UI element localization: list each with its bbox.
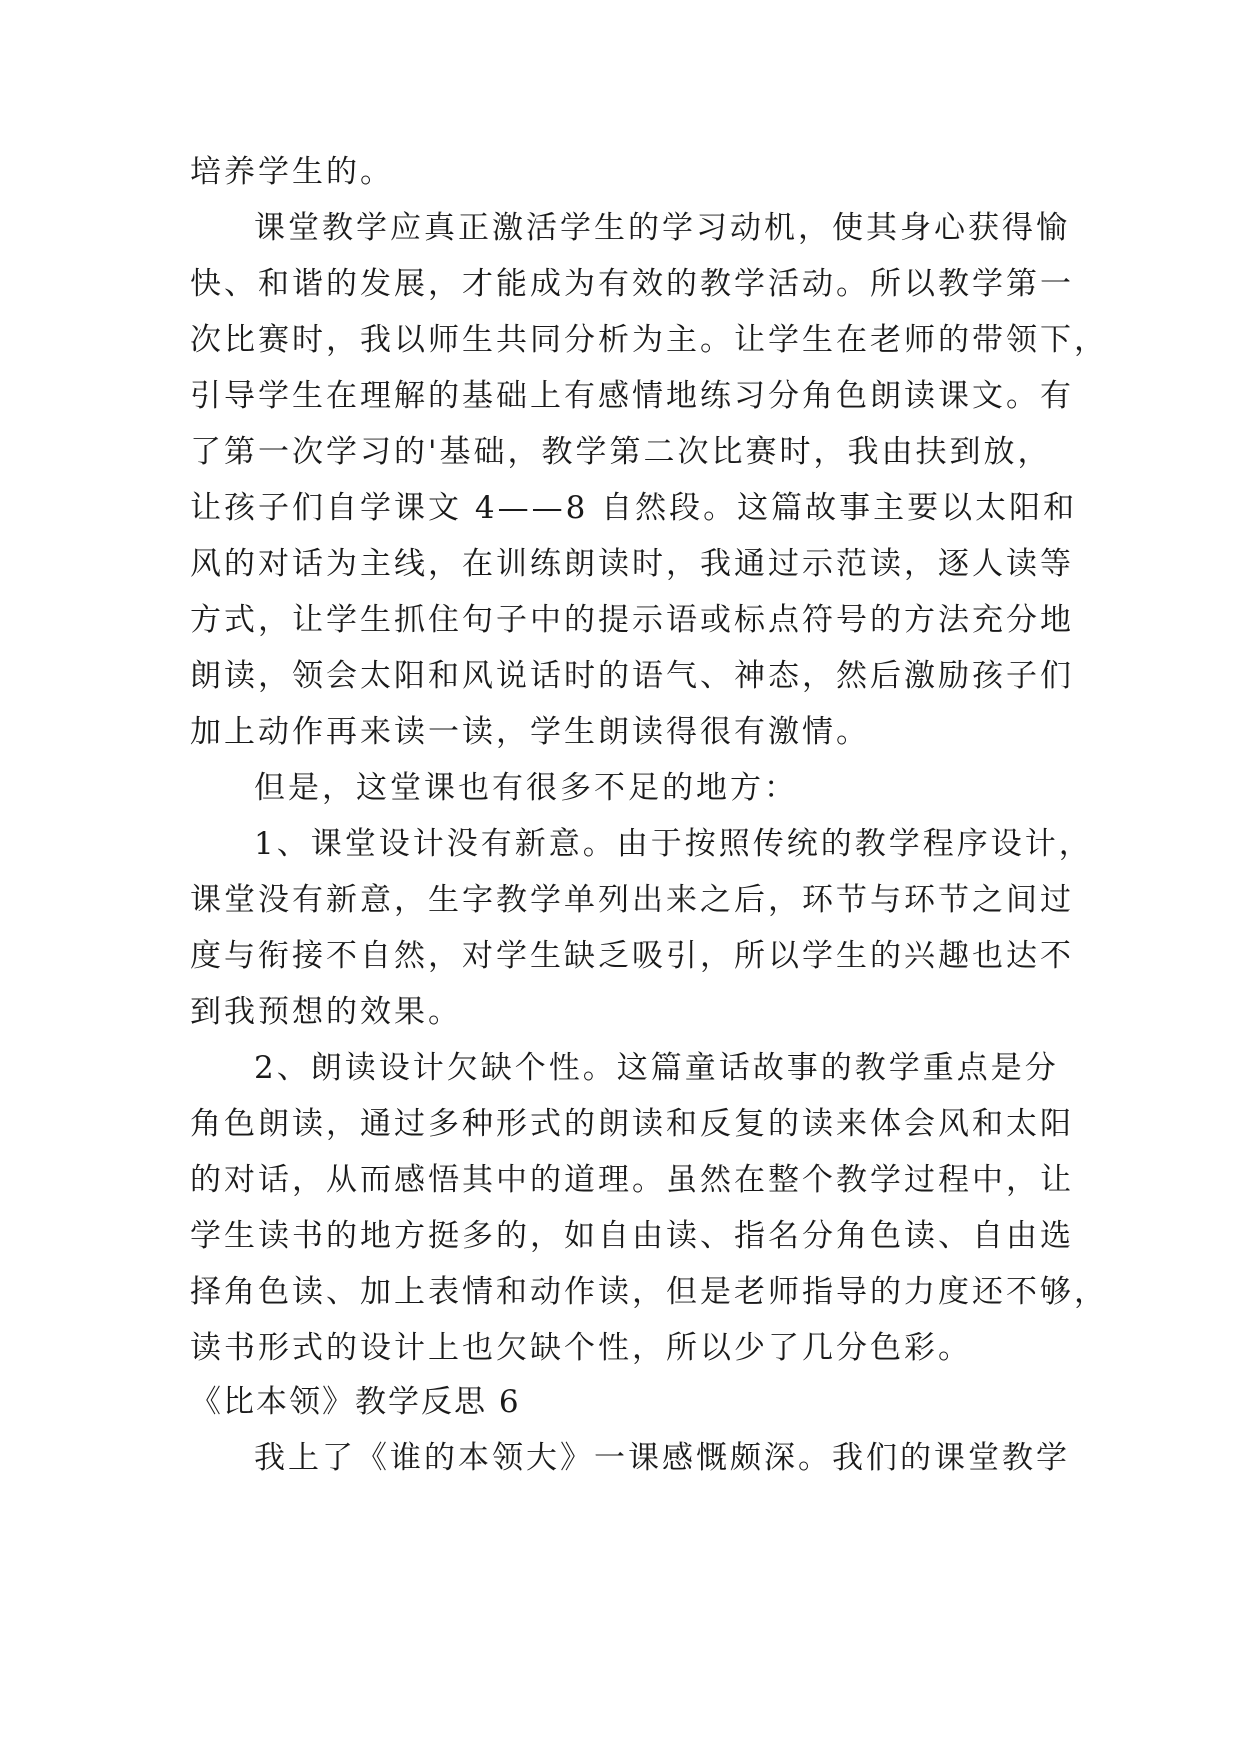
- paragraph-line: 让孩子们自学课文 4——8 自然段。这篇故事主要以太阳和: [190, 490, 1078, 526]
- paragraph-line: 择角色读、加上表情和动作读，但是老师指导的力度还不够，: [190, 1274, 1108, 1310]
- paragraph-line: 学生读书的地方挺多的，如自由读、指名分角色读、自由选: [190, 1218, 1074, 1254]
- paragraph-line: 引导学生在理解的基础上有感情地练习分角色朗读课文。有: [190, 378, 1074, 414]
- paragraph-line: 课堂教学应真正激活学生的学习动机，使其身心获得愉: [254, 210, 1070, 246]
- paragraph-line: 课堂没有新意，生字教学单列出来之后，环节与环节之间过: [190, 882, 1074, 918]
- paragraph-line: 朗读，领会太阳和风说话时的语气、神态，然后激励孩子们: [190, 658, 1074, 694]
- paragraph-line: 我上了《谁的本领大》一课感慨颇深。我们的课堂教学: [254, 1440, 1070, 1476]
- paragraph-line: 加上动作再来读一读，学生朗读得很有激情。: [190, 714, 870, 750]
- paragraph-line: 次比赛时，我以师生共同分析为主。让学生在老师的带领下，: [190, 322, 1108, 358]
- paragraph-line: 风的对话为主线，在训练朗读时，我通过示范读，逐人读等: [190, 546, 1074, 582]
- paragraph-line: 角色朗读，通过多种形式的朗读和反复的读来体会风和太阳: [190, 1106, 1074, 1142]
- paragraph-line: 方式，让学生抓住句子中的提示语或标点符号的方法充分地: [190, 602, 1074, 638]
- paragraph-line: 的对话，从而感悟其中的道理。虽然在整个教学过程中，让: [190, 1162, 1074, 1198]
- paragraph-line: 读书形式的设计上也欠缺个性，所以少了几分色彩。: [190, 1330, 972, 1366]
- paragraph-line: 快、和谐的发展，才能成为有效的教学活动。所以教学第一: [190, 266, 1074, 302]
- paragraph-line: 培养学生的。: [190, 154, 394, 190]
- paragraph-line: 2、朗读设计欠缺个性。这篇童话故事的教学重点是分: [254, 1050, 1059, 1086]
- paragraph-line: 度与衔接不自然，对学生缺乏吸引，所以学生的兴趣也达不: [190, 938, 1074, 974]
- paragraph-line: 了第一次学习的'基础，教学第二次比赛时，我由扶到放，: [190, 434, 1052, 470]
- paragraph-line: 到我预想的效果。: [190, 994, 462, 1030]
- section-heading: 《比本领》教学反思 6: [190, 1384, 521, 1420]
- paragraph-line: 1、课堂设计没有新意。由于按照传统的教学程序设计，: [254, 826, 1093, 862]
- paragraph-line: 但是，这堂课也有很多不足的地方：: [254, 770, 798, 806]
